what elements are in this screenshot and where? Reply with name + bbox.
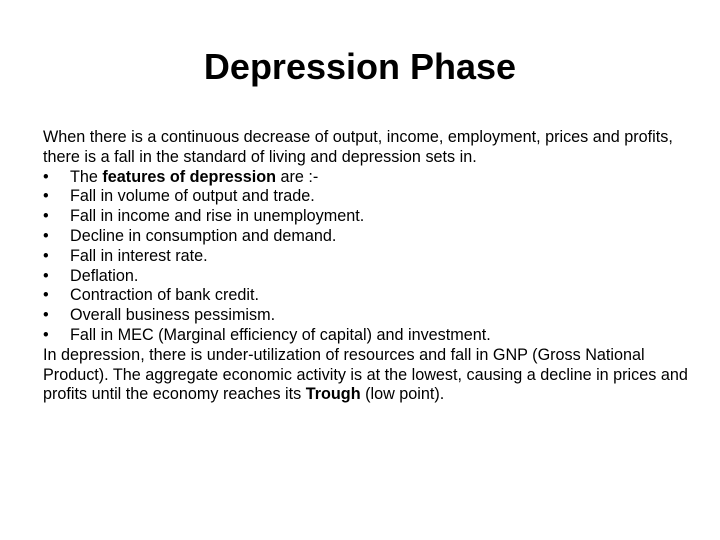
bullet-icon: • <box>43 167 49 186</box>
feature-text: Fall in MEC (Marginal efficiency of capital) and investment. <box>70 325 491 344</box>
bullet-icon: • <box>43 207 49 226</box>
slide-body <box>43 128 693 405</box>
bullet-icon: • <box>43 246 49 265</box>
bullet-icon: • <box>43 286 49 305</box>
feature-bullet <box>43 227 693 247</box>
conclusion-paragraph <box>43 346 693 405</box>
bullet-icon: • <box>43 266 49 285</box>
features-heading-suffix: are :- <box>276 167 319 186</box>
feature-text: Fall in income and rise in unemployment. <box>70 207 365 226</box>
feature-text: Fall in interest rate. <box>70 246 208 265</box>
bullet-icon: • <box>43 325 49 344</box>
slide-title: Depression Phase <box>203 46 517 87</box>
features-heading-bold: features of depression <box>102 167 277 186</box>
feature-bullet <box>43 267 693 287</box>
feature-bullet <box>43 207 693 227</box>
bullet-icon: • <box>43 187 49 206</box>
feature-bullet <box>43 326 693 346</box>
feature-bullet <box>43 306 693 326</box>
feature-text: Fall in volume of output and trade. <box>70 187 315 206</box>
feature-bullet <box>43 187 693 207</box>
conclusion-suffix: (low point). <box>360 385 445 404</box>
features-heading-bullet <box>43 168 693 188</box>
feature-bullet <box>43 286 693 306</box>
feature-text: Deflation. <box>70 266 139 285</box>
conclusion-text: In depression, there is under-utilization of resources and fall in GNP (Gross National Product). The aggregate economic activity is at the lowest, causing a decline in prices and profits until the economy reaches its <box>43 345 688 404</box>
intro-paragraph: When there is a continuous decrease of output, income, employment, prices and profits, there is a fall in the standard of living and depression sets in. <box>43 128 673 166</box>
feature-bullet <box>43 247 693 267</box>
bullet-icon: • <box>43 306 49 325</box>
features-heading-prefix: The <box>70 167 103 186</box>
conclusion-bold: Trough <box>305 385 361 404</box>
bullet-icon: • <box>43 226 49 245</box>
feature-text: Contraction of bank credit. <box>70 286 259 305</box>
feature-text: Decline in consumption and demand. <box>70 226 337 245</box>
feature-text: Overall business pessimism. <box>70 306 276 325</box>
